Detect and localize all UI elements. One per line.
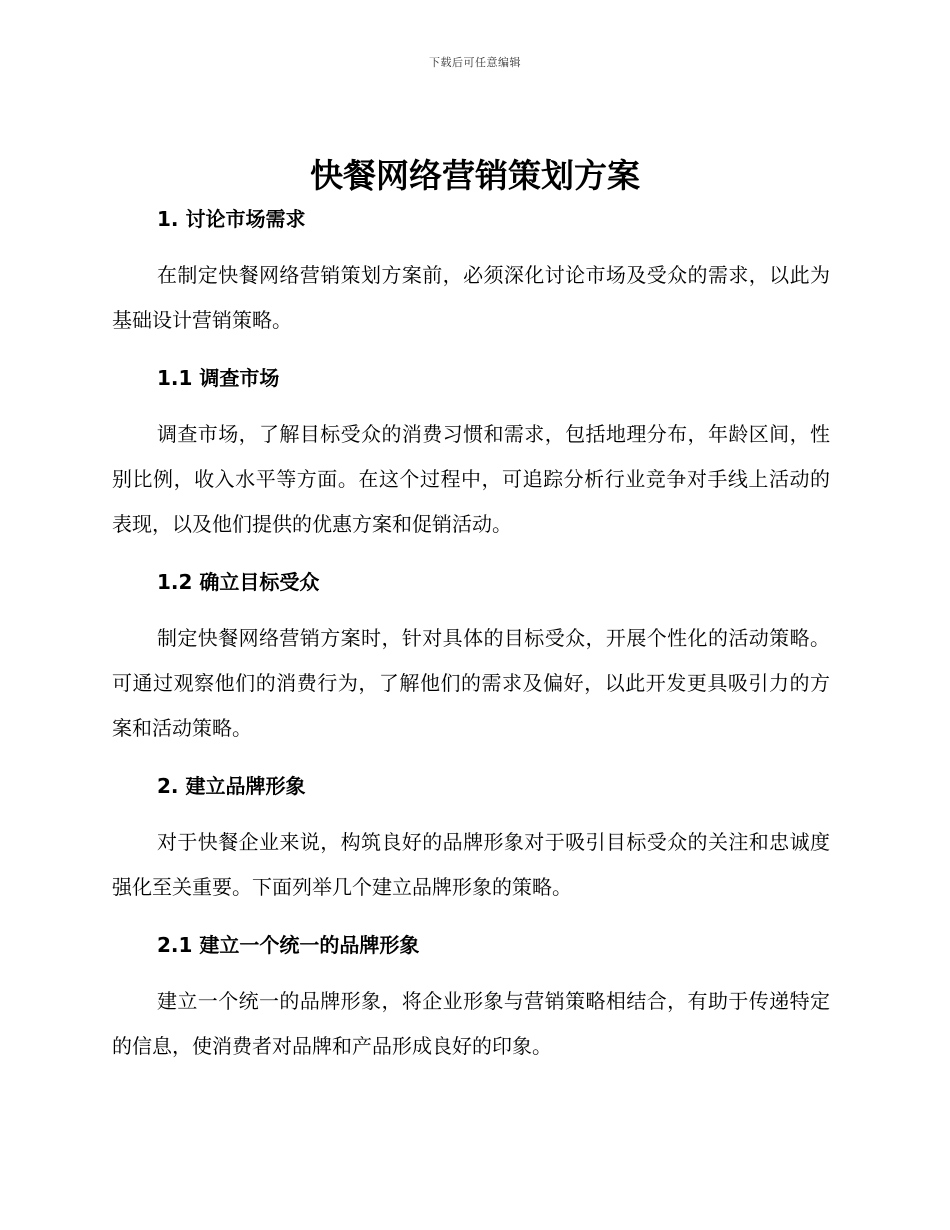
section-paragraph: 调查市场，了解目标受众的消费习惯和需求，包括地理分布，年龄区间，性别比例，收入水平等方面。在这个过程中，可追踪分析行业竞争对手线上活动的表现，以及他们提供的优惠方案和促销活动。 — [112, 422, 830, 536]
section-paragraph: 制定快餐网络营销方案时，针对具体的目标受众，开展个性化的活动策略。可通过观察他们的消费行为，了解他们的需求及偏好，以此开发更具吸引力的方案和活动策略。 — [112, 626, 830, 740]
section-heading: 1. 讨论市场需求 — [157, 207, 306, 231]
section-paragraph: 对于快餐企业来说，构筑良好的品牌形象对于吸引目标受众的关注和忠诚度强化至关重要。下面列举几个建立品牌形象的策略。 — [112, 830, 830, 899]
section-heading: 1.1 调查市场 — [157, 366, 280, 390]
section-heading: 2. 建立品牌形象 — [157, 774, 306, 798]
section-heading: 2.1 建立一个统一的品牌形象 — [157, 933, 420, 957]
document-title: 快餐网络营销策划方案 — [310, 156, 640, 195]
page-header-note: 下载后可任意编辑 — [429, 56, 521, 69]
section-paragraph: 建立一个统一的品牌形象，将企业形象与营销策略相结合，有助于传递特定的信息，使消费者对品牌和产品形成良好的印象。 — [112, 989, 830, 1058]
document-body — [112, 201, 830, 1069]
section-heading: 1.2 确立目标受众 — [157, 570, 320, 594]
section-paragraph: 在制定快餐网络营销策划方案前，必须深化讨论市场及受众的需求，以此为基础设计营销策略。 — [112, 263, 830, 332]
